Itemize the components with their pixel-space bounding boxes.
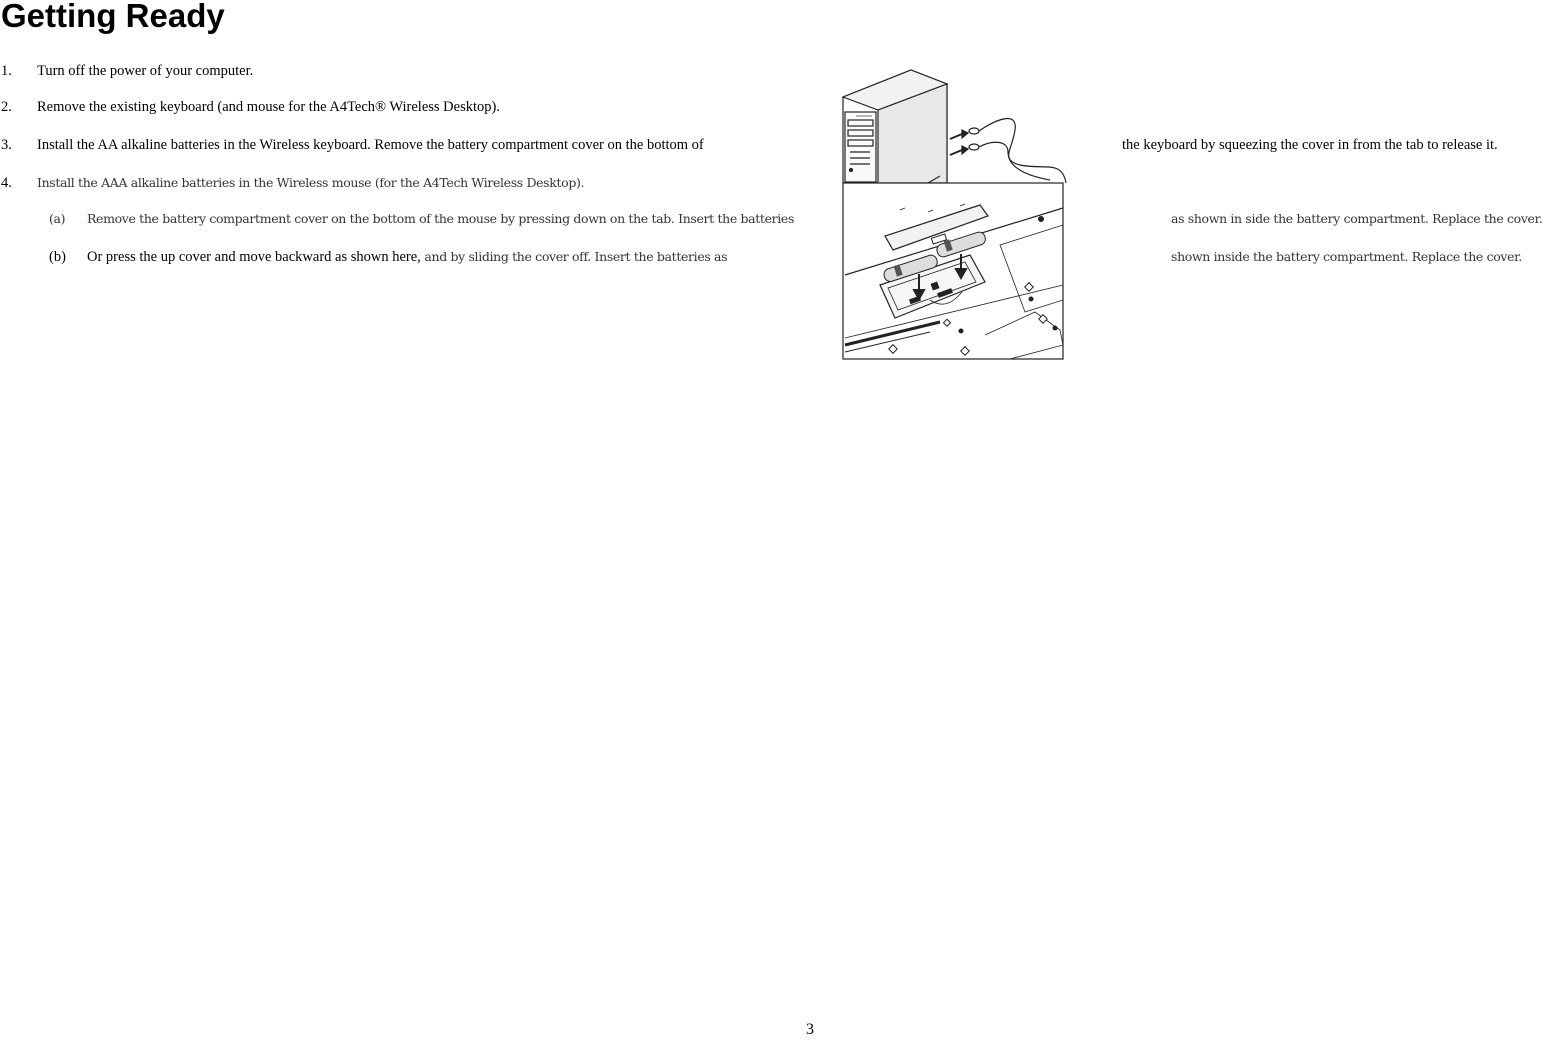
step-number: 2. [1,99,12,115]
step-number: 3. [1,137,12,153]
substep-text-right: shown inside the battery compartment. Replace the cover. [1171,249,1523,264]
step-text: Turn off the power of your computer. [37,63,254,79]
keyboard-battery-compartment-illustration [843,183,1063,359]
substep-text-bold: Or press the up cover and move backward as shown here, [87,249,421,265]
step-text: Install the AAA alkaline batteries in the Wireless mouse (for the A4Tech Wireless Desktop). [37,175,585,190]
page-title: Getting Ready [1,0,225,34]
computer-tower-illustration [843,70,1066,183]
substep-text-right: as shown in side the battery compartment. Replace the cover. [1171,211,1543,226]
step-text-left: Install the AA alkaline batteries in the Wireless keyboard. Remove the battery compartment cover on the bottom of [37,137,704,153]
step-text-right: the keyboard by squeezing the cover in from the tab to release it. [1122,137,1498,153]
step-number: 1. [1,63,12,79]
page-number: 3 [806,1021,814,1038]
substep-label: (b) [49,249,66,265]
substep-label: (a) [49,211,66,226]
step-number: 4. [1,175,12,191]
substep-text-light: and by sliding the cover off. Insert the batteries as [420,249,728,264]
step-text: Remove the existing keyboard (and mouse for the A4Tech® Wireless Desktop). [37,99,500,115]
substep-text-left: Remove the battery compartment cover on the bottom of the mouse by pressing down on the tab. Insert the batteries [87,211,795,226]
